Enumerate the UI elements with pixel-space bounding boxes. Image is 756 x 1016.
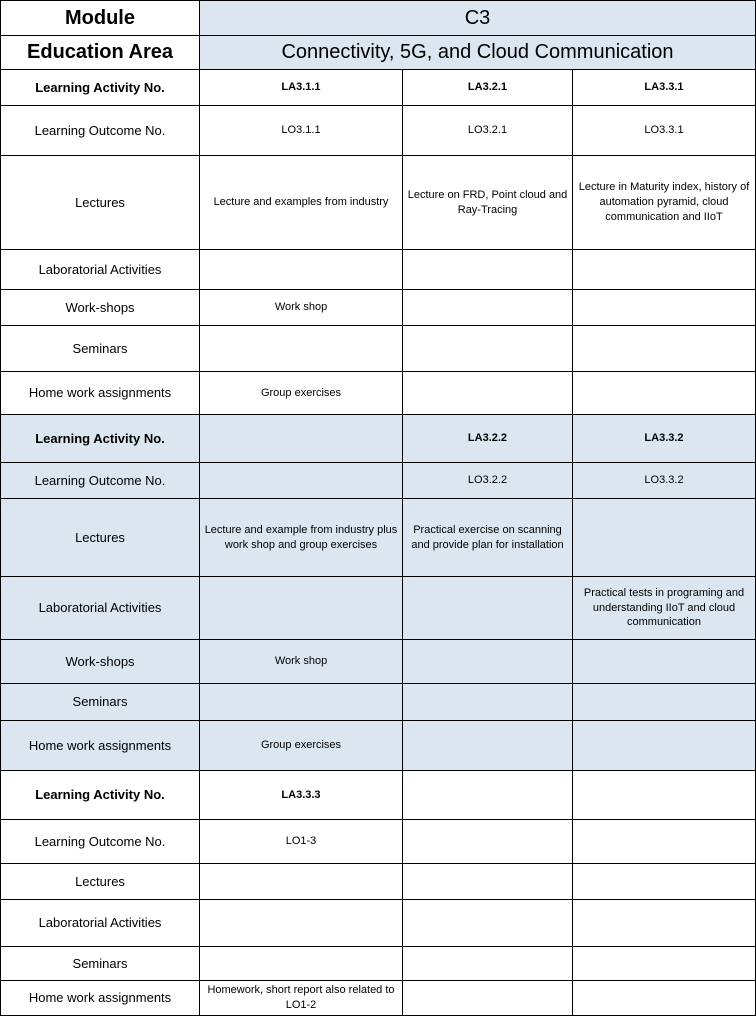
table-row (1, 326, 756, 372)
table-cell (403, 577, 573, 640)
table-cell (403, 326, 573, 372)
table-row (1, 684, 756, 721)
table-cell (403, 981, 573, 1016)
table-cell (573, 250, 756, 290)
table-cell (200, 577, 403, 640)
education-area-label: Education Area (1, 36, 200, 70)
table-cell (573, 326, 756, 372)
table-cell: LO3.2.1 (403, 106, 573, 156)
table-cell: Practical tests in programing and understanding IIoT and cloud communication (573, 577, 756, 640)
table-row (1, 640, 756, 684)
table-cell (403, 290, 573, 326)
table-row (1, 721, 756, 771)
table-cell (573, 864, 756, 900)
table-cell (403, 864, 573, 900)
row-label: Home work assignments (1, 372, 200, 415)
table-row (1, 372, 756, 415)
table-cell: Lecture in Maturity index, history of automation pyramid, cloud communication and IIoT (573, 156, 756, 250)
table-cell (403, 900, 573, 947)
module-row (1, 1, 756, 36)
table-cell: LO3.2.2 (403, 463, 573, 499)
row-label: Learning Outcome No. (1, 820, 200, 864)
table-cell: LO3.3.1 (573, 106, 756, 156)
table-cell: Group exercises (200, 721, 403, 771)
table-row (1, 864, 756, 900)
table-cell (573, 290, 756, 326)
table-cell (403, 771, 573, 820)
table-row (1, 577, 756, 640)
row-label: Laboratorial Activities (1, 577, 200, 640)
table-cell (403, 721, 573, 771)
table-row (1, 820, 756, 864)
row-label: Work-shops (1, 640, 200, 684)
row-label: Laboratorial Activities (1, 250, 200, 290)
row-label: Lectures (1, 864, 200, 900)
education-area-row (1, 36, 756, 70)
table-row (1, 250, 756, 290)
table-cell: LA3.1.1 (200, 70, 403, 106)
table-cell (573, 947, 756, 981)
table-cell: LA3.2.2 (403, 415, 573, 463)
table-cell: LA3.3.1 (573, 70, 756, 106)
table-cell (403, 250, 573, 290)
table-cell: LO1-3 (200, 820, 403, 864)
table-cell: LA3.2.1 (403, 70, 573, 106)
module-value: C3 (200, 1, 756, 36)
table-row (1, 290, 756, 326)
table-cell (200, 947, 403, 981)
table-cell (200, 463, 403, 499)
row-label: Learning Activity No. (1, 415, 200, 463)
table-cell: LA3.3.3 (200, 771, 403, 820)
table-row (1, 415, 756, 463)
table-cell (403, 640, 573, 684)
table-row (1, 156, 756, 250)
table-cell (573, 771, 756, 820)
table-cell (200, 326, 403, 372)
row-label: Seminars (1, 947, 200, 981)
table-cell: Lecture on FRD, Point cloud and Ray-Tracing (403, 156, 573, 250)
table-cell (200, 900, 403, 947)
table-cell (573, 640, 756, 684)
row-label: Learning Activity No. (1, 70, 200, 106)
table-row (1, 463, 756, 499)
table-cell (573, 900, 756, 947)
row-label: Work-shops (1, 290, 200, 326)
table-cell: Homework, short report also related to LO1-2 (200, 981, 403, 1016)
table-row (1, 106, 756, 156)
row-label: Lectures (1, 156, 200, 250)
table-cell: Practical exercise on scanning and provide plan for installation (403, 499, 573, 577)
table-cell (403, 684, 573, 721)
table-cell: LO3.1.1 (200, 106, 403, 156)
table-cell: Work shop (200, 640, 403, 684)
row-label: Seminars (1, 684, 200, 721)
module-label: Module (1, 1, 200, 36)
table-cell (573, 721, 756, 771)
row-label: Learning Outcome No. (1, 106, 200, 156)
table-cell (200, 864, 403, 900)
table-row (1, 70, 756, 106)
table-row (1, 499, 756, 577)
row-label: Home work assignments (1, 721, 200, 771)
table-cell (403, 372, 573, 415)
table-cell (403, 820, 573, 864)
table-cell (403, 947, 573, 981)
table-cell: Work shop (200, 290, 403, 326)
table-cell (573, 981, 756, 1016)
row-label: Home work assignments (1, 981, 200, 1016)
table-row (1, 771, 756, 820)
table-cell (200, 684, 403, 721)
table-cell (573, 820, 756, 864)
table-cell (200, 250, 403, 290)
table-cell: LA3.3.2 (573, 415, 756, 463)
row-label: Learning Outcome No. (1, 463, 200, 499)
table-cell (573, 372, 756, 415)
table-cell: Lecture and example from industry plus work shop and group exercises (200, 499, 403, 577)
row-label: Seminars (1, 326, 200, 372)
row-label: Learning Activity No. (1, 771, 200, 820)
table-cell (573, 684, 756, 721)
table-cell: LO3.3.2 (573, 463, 756, 499)
table-row (1, 981, 756, 1016)
row-label: Laboratorial Activities (1, 900, 200, 947)
table-cell: Lecture and examples from industry (200, 156, 403, 250)
table-row (1, 900, 756, 947)
row-label: Lectures (1, 499, 200, 577)
table-row (1, 947, 756, 981)
table-cell (573, 499, 756, 577)
table-cell (200, 415, 403, 463)
table-cell: Group exercises (200, 372, 403, 415)
education-area-value: Connectivity, 5G, and Cloud Communication (200, 36, 756, 70)
